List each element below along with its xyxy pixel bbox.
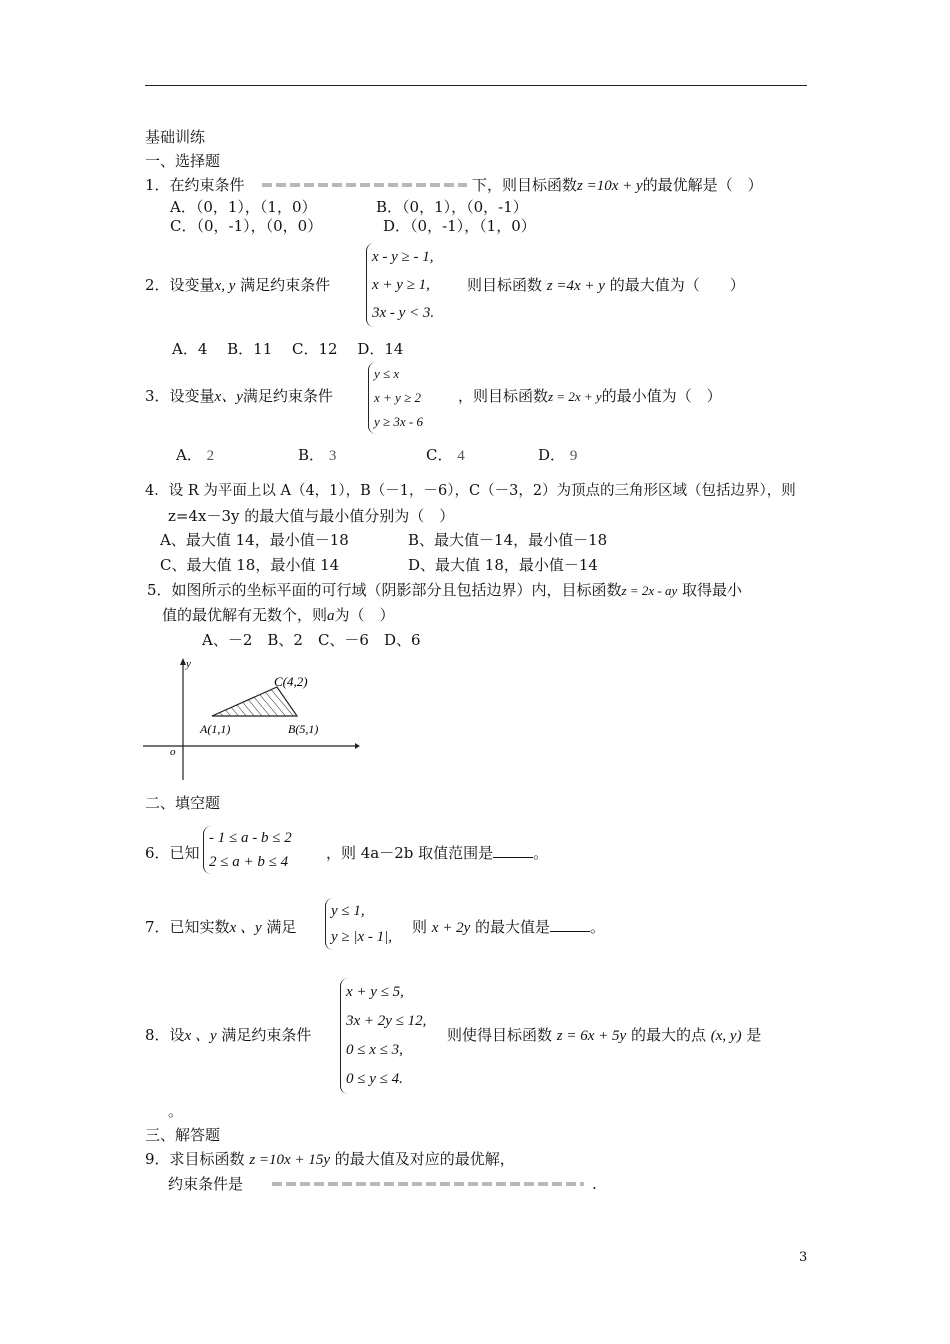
q1-option-c: C．（0，-1），（0，0） <box>170 217 323 235</box>
q4-option-a: A、最大值 14，最小值－18 <box>160 531 349 549</box>
point-b-label: B(5,1) <box>288 722 319 736</box>
q5-line2: 值的最优解有无数个，则a为（ ） <box>162 606 395 624</box>
x-axis-arrow <box>355 743 360 749</box>
q6-stem: 6．已知 <box>145 844 200 862</box>
q3-option-b: B． 3 <box>298 446 337 464</box>
q3-option-d: D． 9 <box>538 446 578 464</box>
q4-line1: 4．设 R 为平面上以 A（4，1），B（－1，－6），C（－3，2）为顶点的三角形区域（包括边界），则 <box>145 483 796 499</box>
q1-stem-tail: 下，则目标函数z =10x + y的最优解是（ ） <box>472 176 763 194</box>
q3-stem-tail: ，则目标函数z = 2x + y的最小值为（ ） <box>458 387 722 405</box>
section-title: 基础训练 <box>145 128 206 146</box>
q3-option-c: C． 4 <box>426 446 465 464</box>
y-axis-label: y <box>186 658 191 670</box>
q7-stem: 7．已知实数x 、y 满足 <box>145 918 297 936</box>
point-c-label: C(4,2) <box>274 674 308 689</box>
q2-stem: 2．设变量x, y 满足约束条件 <box>145 276 331 294</box>
origin-label: o <box>170 746 176 758</box>
q1-blurred-constraints <box>262 183 467 187</box>
q6-answer-blank[interactable] <box>493 857 533 858</box>
q1-option-d: D．（0，-1），（1，0） <box>383 217 536 235</box>
q9-stem: 9．求目标函数 z =10x + 15y 的最大值及对应的最优解， <box>145 1150 515 1168</box>
q6-stem-tail: ，则 4a－2b 取值范围是 。 <box>326 844 549 862</box>
q9-end: . <box>592 1175 597 1193</box>
q2-options: A．4 B．11 C．12 D．14 <box>172 340 404 358</box>
q7-answer-blank[interactable] <box>550 931 590 932</box>
q9-blurred-constraints <box>272 1182 584 1186</box>
point-a-label: A(1,1) <box>200 722 231 736</box>
q8-stem: 8．设x 、y 满足约束条件 <box>145 1026 312 1044</box>
q6-constraint-system: - 1 ≤ a - b ≤ 2 2 ≤ a + b ≤ 4 <box>203 826 292 874</box>
q8-stem-tail: 则使得目标函数 z = 6x + 5y 的最大的点 (x, y) 是 <box>447 1026 762 1044</box>
q8-constraint-system: x + y ≤ 5, 3x + 2y ≤ 12, 0 ≤ x ≤ 3, 0 ≤ y ≤ 4. <box>340 978 426 1094</box>
q7-stem-tail: 则 x + 2y 的最大值是 。 <box>412 918 606 936</box>
q4-line2: z=4x－3y 的最大值与最小值分别为（ ） <box>168 507 455 525</box>
q5-options: A、－2 B、2 C、－6 D、6 <box>202 631 421 649</box>
q5-line1: 5．如图所示的坐标平面的可行域（阴影部分且包括边界）内，目标函数z = 2x - ay 取得最小 <box>147 581 743 599</box>
header-rule <box>145 85 807 86</box>
q1-option-b: B．（0，1），（0，-1） <box>376 198 528 216</box>
q4-option-c: C、最大值 18，最小值 14 <box>160 556 340 574</box>
q9-constraint-label: 约束条件是 <box>168 1175 244 1193</box>
feasible-region-figure <box>140 655 370 785</box>
q4-option-d: D、最大值 18，最小值－14 <box>408 556 598 574</box>
q1-option-a: A．（0，1），（1，0） <box>170 198 317 216</box>
q3-stem: 3．设变量x、y满足约束条件 <box>145 387 333 405</box>
q7-constraint-system: y ≤ 1, y ≥ |x - 1|, <box>325 898 392 950</box>
page-number: 3 <box>799 1250 808 1265</box>
feasible-triangle <box>212 687 297 716</box>
q3-constraint-system: y ≤ x x + y ≥ 2 y ≥ 3x - 6 <box>368 362 423 434</box>
part-title-solve: 三、解答题 <box>145 1126 221 1144</box>
q1-stem: 1．在约束条件 <box>145 176 245 194</box>
q2-stem-tail: 则目标函数 z =4x + y 的最大值为（ ） <box>467 276 745 294</box>
part-title-choice: 一、选择题 <box>145 152 221 170</box>
part-title-fill: 二、填空题 <box>145 794 221 812</box>
q4-option-b: B、最大值－14，最小值－18 <box>408 531 608 549</box>
q2-constraint-system: x - y ≥ - 1, x + y ≥ 1, 3x - y < 3. <box>366 243 434 327</box>
q8-answer-end: 。 <box>168 1102 184 1120</box>
q3-option-a: A． 2 <box>176 446 215 464</box>
